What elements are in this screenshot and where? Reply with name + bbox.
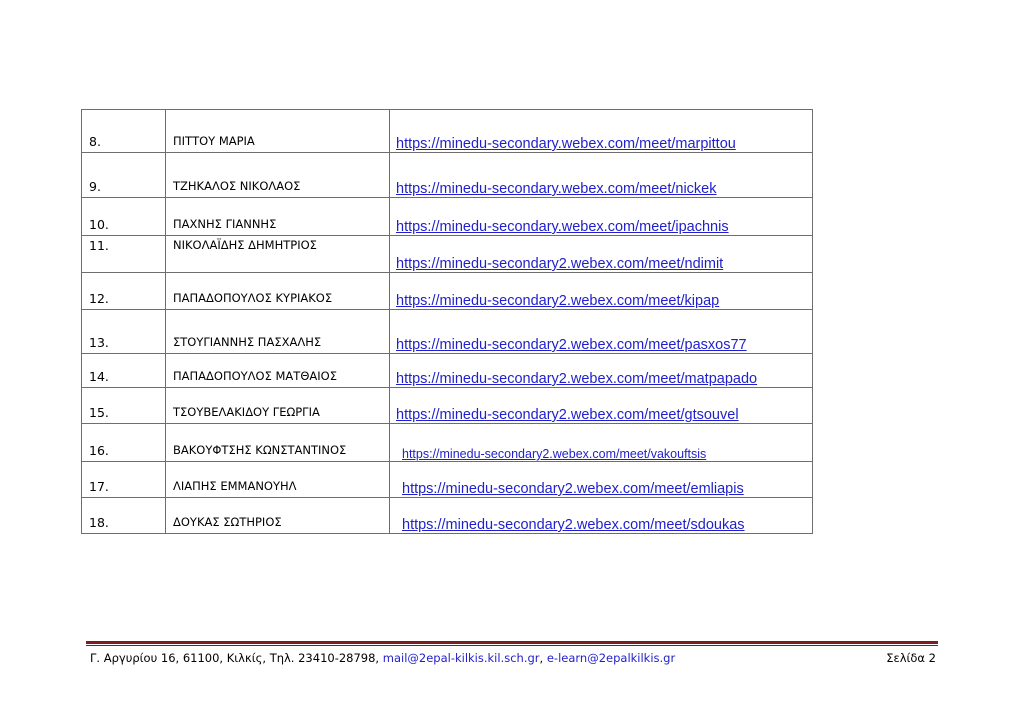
table-row: [82, 462, 813, 498]
footer-email-elearn[interactable]: e-learn@2epalkilkis.gr: [546, 651, 676, 665]
footer-address: Γ. Αργυρίου 16, 61100, Κιλκίς, Τηλ. 23410-28798,: [90, 651, 383, 665]
footer-contact: [90, 651, 675, 665]
footer-divider-thin: [86, 645, 938, 646]
row-number: 17.: [82, 462, 166, 498]
table-row: [82, 354, 813, 388]
meeting-link[interactable]: https://minedu-secondary.webex.com/meet/nickek: [396, 181, 717, 197]
teacher-name: ΤΣΟΥΒΕΛΑΚΙΔΟΥ ΓΕΩΡΓΙΑ: [166, 388, 390, 424]
meeting-link[interactable]: https://minedu-secondary2.webex.com/meet/sdoukas: [402, 517, 745, 533]
row-number: 14.: [82, 354, 166, 388]
table-row: [82, 498, 813, 534]
teachers-table: [81, 109, 813, 534]
teacher-name: ΝΙΚΟΛΑΪΔΗΣ ΔΗΜΗΤΡΙΟΣ: [166, 236, 390, 273]
teacher-name: ΒΑΚΟΥΦΤΣΗΣ ΚΩΝΣΤΑΝΤΙΝΟΣ: [166, 424, 390, 462]
row-number: 9.: [82, 153, 166, 198]
table-row: [82, 110, 813, 153]
meeting-link[interactable]: https://minedu-secondary2.webex.com/meet/pasxos77: [396, 337, 747, 353]
table-row: [82, 310, 813, 354]
teacher-name: ΔΟΥΚΑΣ ΣΩΤΗΡΙΟΣ: [166, 498, 390, 534]
page-number: Σελίδα 2: [886, 651, 936, 665]
teacher-name: ΣΤΟΥΓΙΑΝΝΗΣ ΠΑΣΧΑΛΗΣ: [166, 310, 390, 354]
table-row: [82, 388, 813, 424]
row-number: 13.: [82, 310, 166, 354]
teacher-name: ΠΑΠΑΔΟΠΟΥΛΟΣ ΚΥΡΙΑΚΟΣ: [166, 273, 390, 310]
meeting-link[interactable]: https://minedu-secondary2.webex.com/meet/ndimit: [396, 256, 724, 272]
footer-separator: ,: [539, 651, 547, 665]
teacher-name: ΛΙΑΠΗΣ ΕΜΜΑΝΟΥΗΛ: [166, 462, 390, 498]
table-row: [82, 153, 813, 198]
meeting-link[interactable]: https://minedu-secondary2.webex.com/meet/vakouftsis: [402, 447, 707, 461]
table-row: [82, 198, 813, 236]
footer-divider: [86, 641, 938, 644]
teacher-name: ΠΑΠΑΔΟΠΟΥΛΟΣ ΜΑΤΘΑΙΟΣ: [166, 354, 390, 388]
row-number: 15.: [82, 388, 166, 424]
row-number: 12.: [82, 273, 166, 310]
meeting-link[interactable]: https://minedu-secondary.webex.com/meet/ipachnis: [396, 219, 729, 235]
teacher-name: ΠΑΧΝΗΣ ΓΙΑΝΝΗΣ: [166, 198, 390, 236]
meeting-link[interactable]: https://minedu-secondary2.webex.com/meet/gtsouvel: [396, 407, 739, 423]
meeting-link[interactable]: https://minedu-secondary2.webex.com/meet/kipap: [396, 293, 720, 309]
row-number: 18.: [82, 498, 166, 534]
meeting-link[interactable]: https://minedu-secondary2.webex.com/meet/matpapado: [396, 371, 758, 387]
table-row: [82, 273, 813, 310]
table-row: [82, 424, 813, 462]
row-number: 10.: [82, 198, 166, 236]
teacher-name: ΠΙΤΤΟΥ ΜΑΡΙΑ: [166, 110, 390, 153]
teacher-name: ΤΖΗΚΑΛΟΣ ΝΙΚΟΛΑΟΣ: [166, 153, 390, 198]
row-number: 16.: [82, 424, 166, 462]
row-number: 11.: [82, 236, 166, 273]
meeting-link[interactable]: https://minedu-secondary.webex.com/meet/marpittou: [396, 136, 736, 152]
footer-email-mail[interactable]: mail@2epal-kilkis.kil.sch.gr: [382, 651, 540, 665]
table-row: [82, 236, 813, 273]
meeting-link[interactable]: https://minedu-secondary2.webex.com/meet/emliapis: [402, 481, 744, 497]
row-number: 8.: [82, 110, 166, 153]
